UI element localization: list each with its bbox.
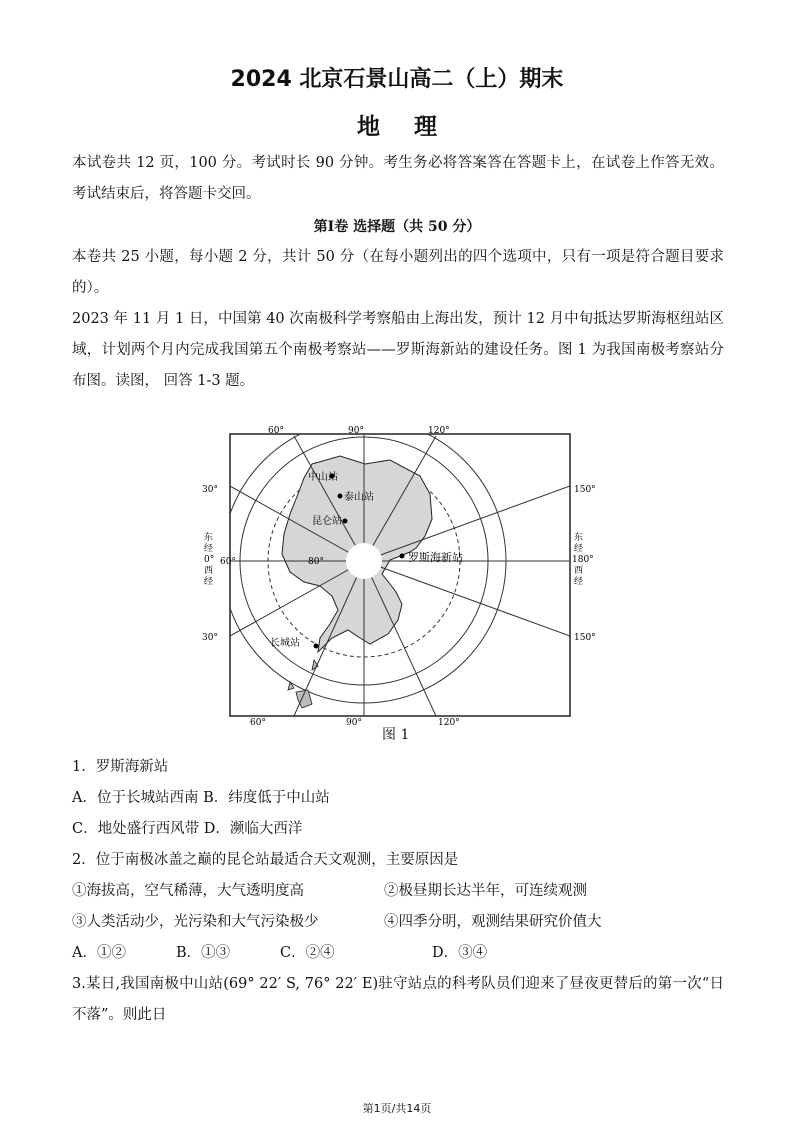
lon-label-top-90: 90°: [348, 426, 364, 436]
q2-statement-2: ②极昼期长达半年，可连续观测: [384, 883, 587, 899]
ross-sea-station-marker: [400, 554, 405, 559]
q3-stem: 3.某日,我国南极中山站(69° 22′ S, 76° 22′ E)驻守站点的科考队员们迎来了昼夜更替后的第一次“日不落”。则此日: [72, 976, 724, 1023]
figure-caption: 图 1: [382, 727, 410, 743]
q1-options-line1: A．位于长城站西南 B．纬度低于中山站: [72, 790, 330, 806]
left-axis-3: 0°: [204, 555, 215, 565]
section-title: 第Ⅰ卷 选择题（共 50 分）: [313, 219, 481, 235]
right-axis-1: 东: [574, 533, 584, 543]
q2-statement-4: ④四季分明，观测结果研究价值大: [384, 914, 602, 930]
right-axis-2: 经: [574, 544, 584, 554]
taishan-station-label: 泰山站: [344, 492, 374, 503]
zhongshan-station-label: 中山站: [308, 472, 338, 483]
exam-title: 2024 北京石景山高二（上）期末: [230, 67, 564, 92]
lon-label-bottom-90: 90°: [346, 718, 362, 728]
lon-label-bottom-60: 60°: [250, 718, 266, 728]
q2-stem: 2．位于南极冰盖之巅的昆仑站最适合天文观测，主要原因是: [72, 852, 459, 868]
q2-statement-3: ③人类活动少，光污染和大气污染极少: [72, 914, 319, 930]
lon-label-top-120: 120°: [428, 426, 450, 436]
left-axis-5: 经: [204, 577, 214, 587]
antarctic-map: [202, 424, 596, 734]
kunlun-station-marker: [343, 519, 348, 524]
q1-options-line2: C．地处盛行西风带 D．濒临大西洋: [72, 821, 303, 837]
section-instructions: 本卷共 25 小题，每小题 2 分，共计 50 分（在每小题列出的四个选项中，只有一项是符合题目要求的）。: [72, 249, 724, 296]
lon-label-top-60: 60°: [268, 426, 284, 436]
q2-option-b: B．①③: [176, 945, 231, 961]
q2-option-c: C．②④: [280, 945, 335, 961]
lon-label-bottom-120: 120°: [438, 718, 460, 728]
changcheng-station-label: 长城站: [270, 638, 300, 649]
q2-option-a: A．①②: [72, 945, 126, 961]
right-axis-3: 180°: [572, 555, 594, 565]
antarctic-map-figure: [202, 424, 596, 734]
lon-label-left-30-top: 30°: [202, 485, 218, 495]
page-footer: 第1页/共14页: [362, 1102, 432, 1115]
left-axis-4: 西: [204, 566, 214, 576]
right-axis-4: 西: [574, 566, 584, 576]
q2-statement-1: ①海拔高，空气稀薄，大气透明度高: [72, 883, 304, 899]
lat-label-80: 80°: [308, 557, 324, 567]
exam-intro: 本试卷共 12 页，100 分。考试时长 90 分钟。考生务必将答案答在答题卡上，在试卷上作答无效。考试结束后，将答题卡交回。: [72, 155, 724, 202]
ross-sea-station-label: 罗斯海新站: [408, 551, 463, 564]
passage-text: 2023 年 11 月 1 日，中国第 40 次南极科学考察船由上海出发，预计 12 月中旬抵达罗斯海枢纽站区域，计划两个月内完成我国第五个南极考察站——罗斯海新站的建设任务。图 1 为我国南极考察站分布图。读图， 回答 1-3 题。: [72, 311, 724, 389]
changcheng-station-marker: [314, 644, 319, 649]
right-axis-5: 经: [574, 577, 584, 587]
q1-stem: 1．罗斯海新站: [72, 759, 169, 775]
taishan-station-marker: [338, 494, 343, 499]
lon-label-right-150-top: 150°: [574, 485, 596, 495]
left-axis-1: 东: [204, 533, 214, 543]
lon-label-left-30-bottom: 30°: [202, 633, 218, 643]
lon-label-right-150-bottom: 150°: [574, 633, 596, 643]
kunlun-station-label: 昆仑站: [312, 516, 342, 527]
lat-label-60: 60°: [220, 557, 236, 567]
q2-option-d: D．③④: [432, 945, 488, 961]
subject-title: 地理: [357, 114, 471, 140]
left-axis-2: 经: [204, 544, 214, 554]
